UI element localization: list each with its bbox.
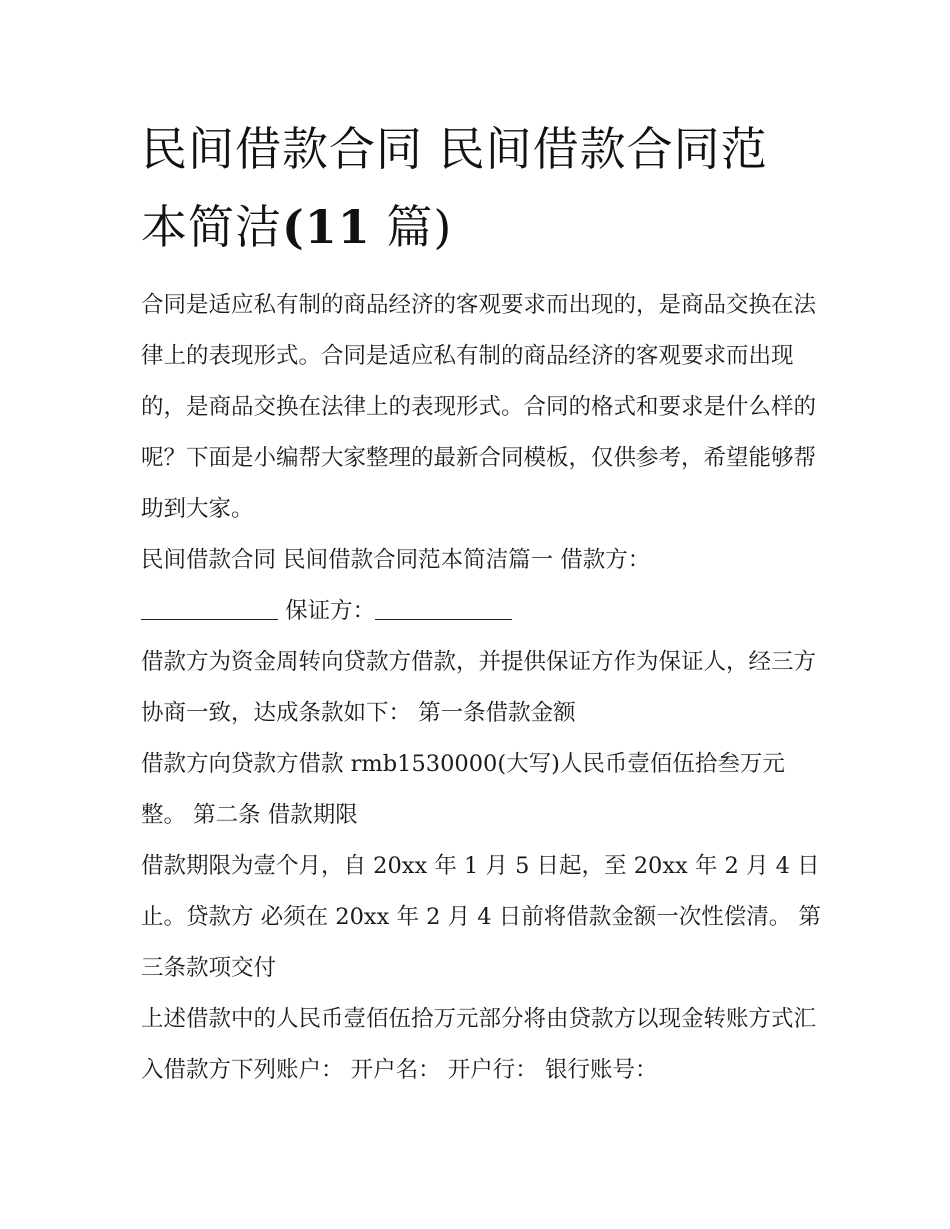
contract-heading-paragraph: 民间借款合同 民间借款合同范本简洁篇一 借款方：: [141, 547, 651, 573]
payment-delivery-paragraph: 上述借款中的人民币壹佰伍拾万元部分将由贷款方以现金转账方式汇入借款方下列账户： 开户名： 开户行： 银行账号：: [141, 1006, 817, 1083]
title-line-2-count: (11: [282, 200, 371, 254]
loan-term-paragraph: 借款期限为壹个月，自 20xx 年 1 月 5 日起，至 20xx 年 2 月 4 日止。贷款方 必须在 20xx 年 2 月 4 日前将借款金额一次性偿清。 第三条款项交付: [141, 853, 821, 981]
guarantor-label: 保证方：: [278, 598, 376, 624]
document-page: [141, 110, 821, 1096]
signature-blanks-line: [141, 586, 821, 637]
title-line-1: 民间借款合同 民间借款合同范: [141, 122, 768, 176]
guarantor-blank: [375, 597, 512, 620]
document-title: [141, 110, 821, 266]
title-line-2: [141, 200, 452, 254]
borrower-blank: [141, 597, 278, 620]
title-line-2-suffix: 篇): [370, 200, 453, 254]
loan-amount-paragraph: 借款方向贷款方借款 rmb1530000(大写)人民币壹佰伍拾叁万元整。 第二条 借款期限: [141, 751, 785, 828]
intro-paragraph: 合同是适应私有制的商品经济的客观要求而出现的，是商品交换在法律上的表现形式。合同是适应私有制的商品经济的客观要求而出现的，是商品交换在法律上的表现形式。合同的格式和要求是什么样的呢？下面是小编帮大家整理的最新合同模板，仅供参考，希望能够帮助到大家。: [141, 292, 817, 522]
title-line-2-text: 本简洁: [141, 200, 282, 254]
clause-intro-paragraph: 借款方为资金周转向贷款方借款，并提供保证方作为保证人，经三方协商一致，达成条款如下： 第一条借款金额: [141, 649, 817, 726]
